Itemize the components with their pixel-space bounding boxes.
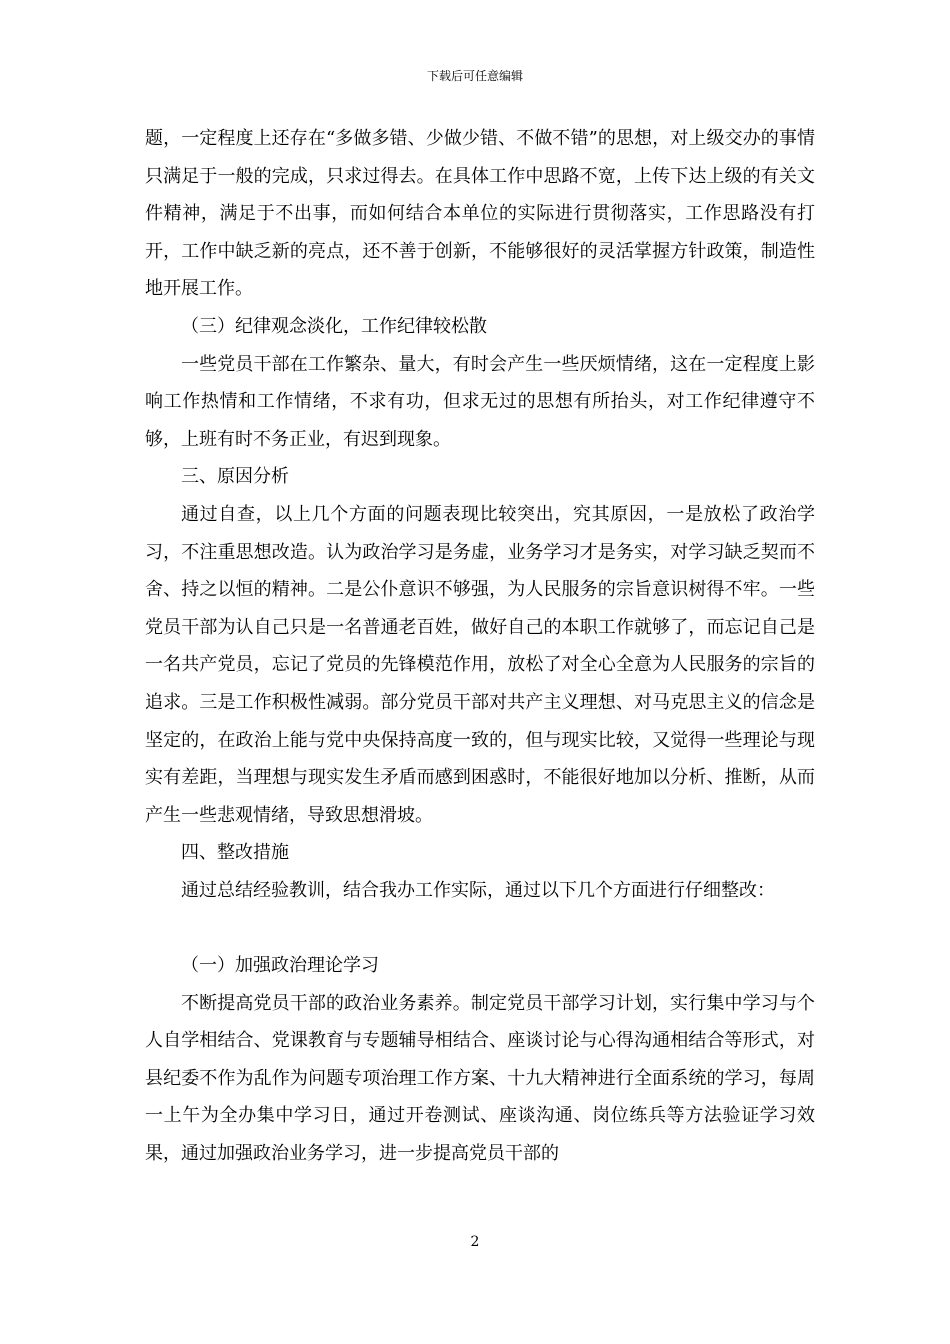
paragraph-cause-analysis: 通过自查，以上几个方面的问题表现比较突出，究其原因，一是放松了政治学习，不注重思想改造。认为政治学习是务虚，业务学习才是务实，对学习缺乏契而不舍、持之以恒的精神。二是公仆意识不够强，为人民服务的宗旨意识树得不牢。一些党员干部为认自己只是一名普通老百姓，做好自己的本职工作就够了，而忘记自己是一名共产党员，忘记了党员的先锋模范作用，放松了对全心全意为人民服务的宗旨的追求。三是工作积极性减弱。部分党员干部对共产主义理想、对马克思主义的信念是坚定的，在政治上能与党中央保持高度一致的，但与现实比较，又觉得一些理论与现实有差距，当理想与现实发生矛盾而感到困惑时，不能很好地加以分析、推断，从而产生一些悲观情绪，导致思想滑坡。 [145, 503, 815, 826]
paragraph-continuation: 题，一定程度上还存在“多做多错、少做少错、不做不错”的思想，对上级交办的事情只满足于一般的完成，只求过得去。在具体工作中思路不宽，上传下达上级的有关文件精神，满足于不出事，而如何结合本单位的实际进行贯彻落实，工作思路没有打开，工作中缺乏新的亮点，还不善于创新，不能够很好的灵活掌握方针政策，制造性地开展工作。 [145, 128, 815, 300]
page-header [0, 68, 950, 84]
page-number [0, 1233, 950, 1251]
page-number-value: 2 [470, 1234, 480, 1250]
subheading-political-study: （一）加强政治理论学习 [181, 955, 379, 977]
blank-line [145, 909, 815, 947]
subheading-discipline: （三）纪律观念淡化，工作纪律较松散 [181, 315, 487, 337]
heading-cause-analysis: 三、原因分析 [181, 466, 289, 488]
header-note: 下载后可任意编辑 [426, 69, 523, 83]
paragraph-discipline: 一些党员干部在工作繁杂、量大，有时会产生一些厌烦情绪，这在一定程度上影响工作热情和工作情绪，不求有功，但求无过的思想有所抬头，对工作纪律遵守不够，上班有时不务正业，有迟到现象。 [145, 353, 815, 450]
heading-rectification: 四、整改措施 [181, 842, 289, 864]
paragraph-political-study: 不断提高党员干部的政治业务素养。制定党员干部学习计划，实行集中学习与个人自学相结合、党课教育与专题辅导相结合、座谈讨论与心得沟通相结合等形式，对县纪委不作为乱作为问题专项治理工作方案、十九大精神进行全面系统的学习，每周一上午为全办集中学习日，通过开卷测试、座谈沟通、岗位练兵等方法验证学习效果，通过加强政治业务学习，进一步提高党员干部的 [145, 992, 815, 1165]
document-body [145, 120, 815, 1173]
paragraph-rectification-intro: 通过总结经验教训，结合我办工作实际，通过以下几个方面进行仔细整改： [181, 879, 775, 901]
